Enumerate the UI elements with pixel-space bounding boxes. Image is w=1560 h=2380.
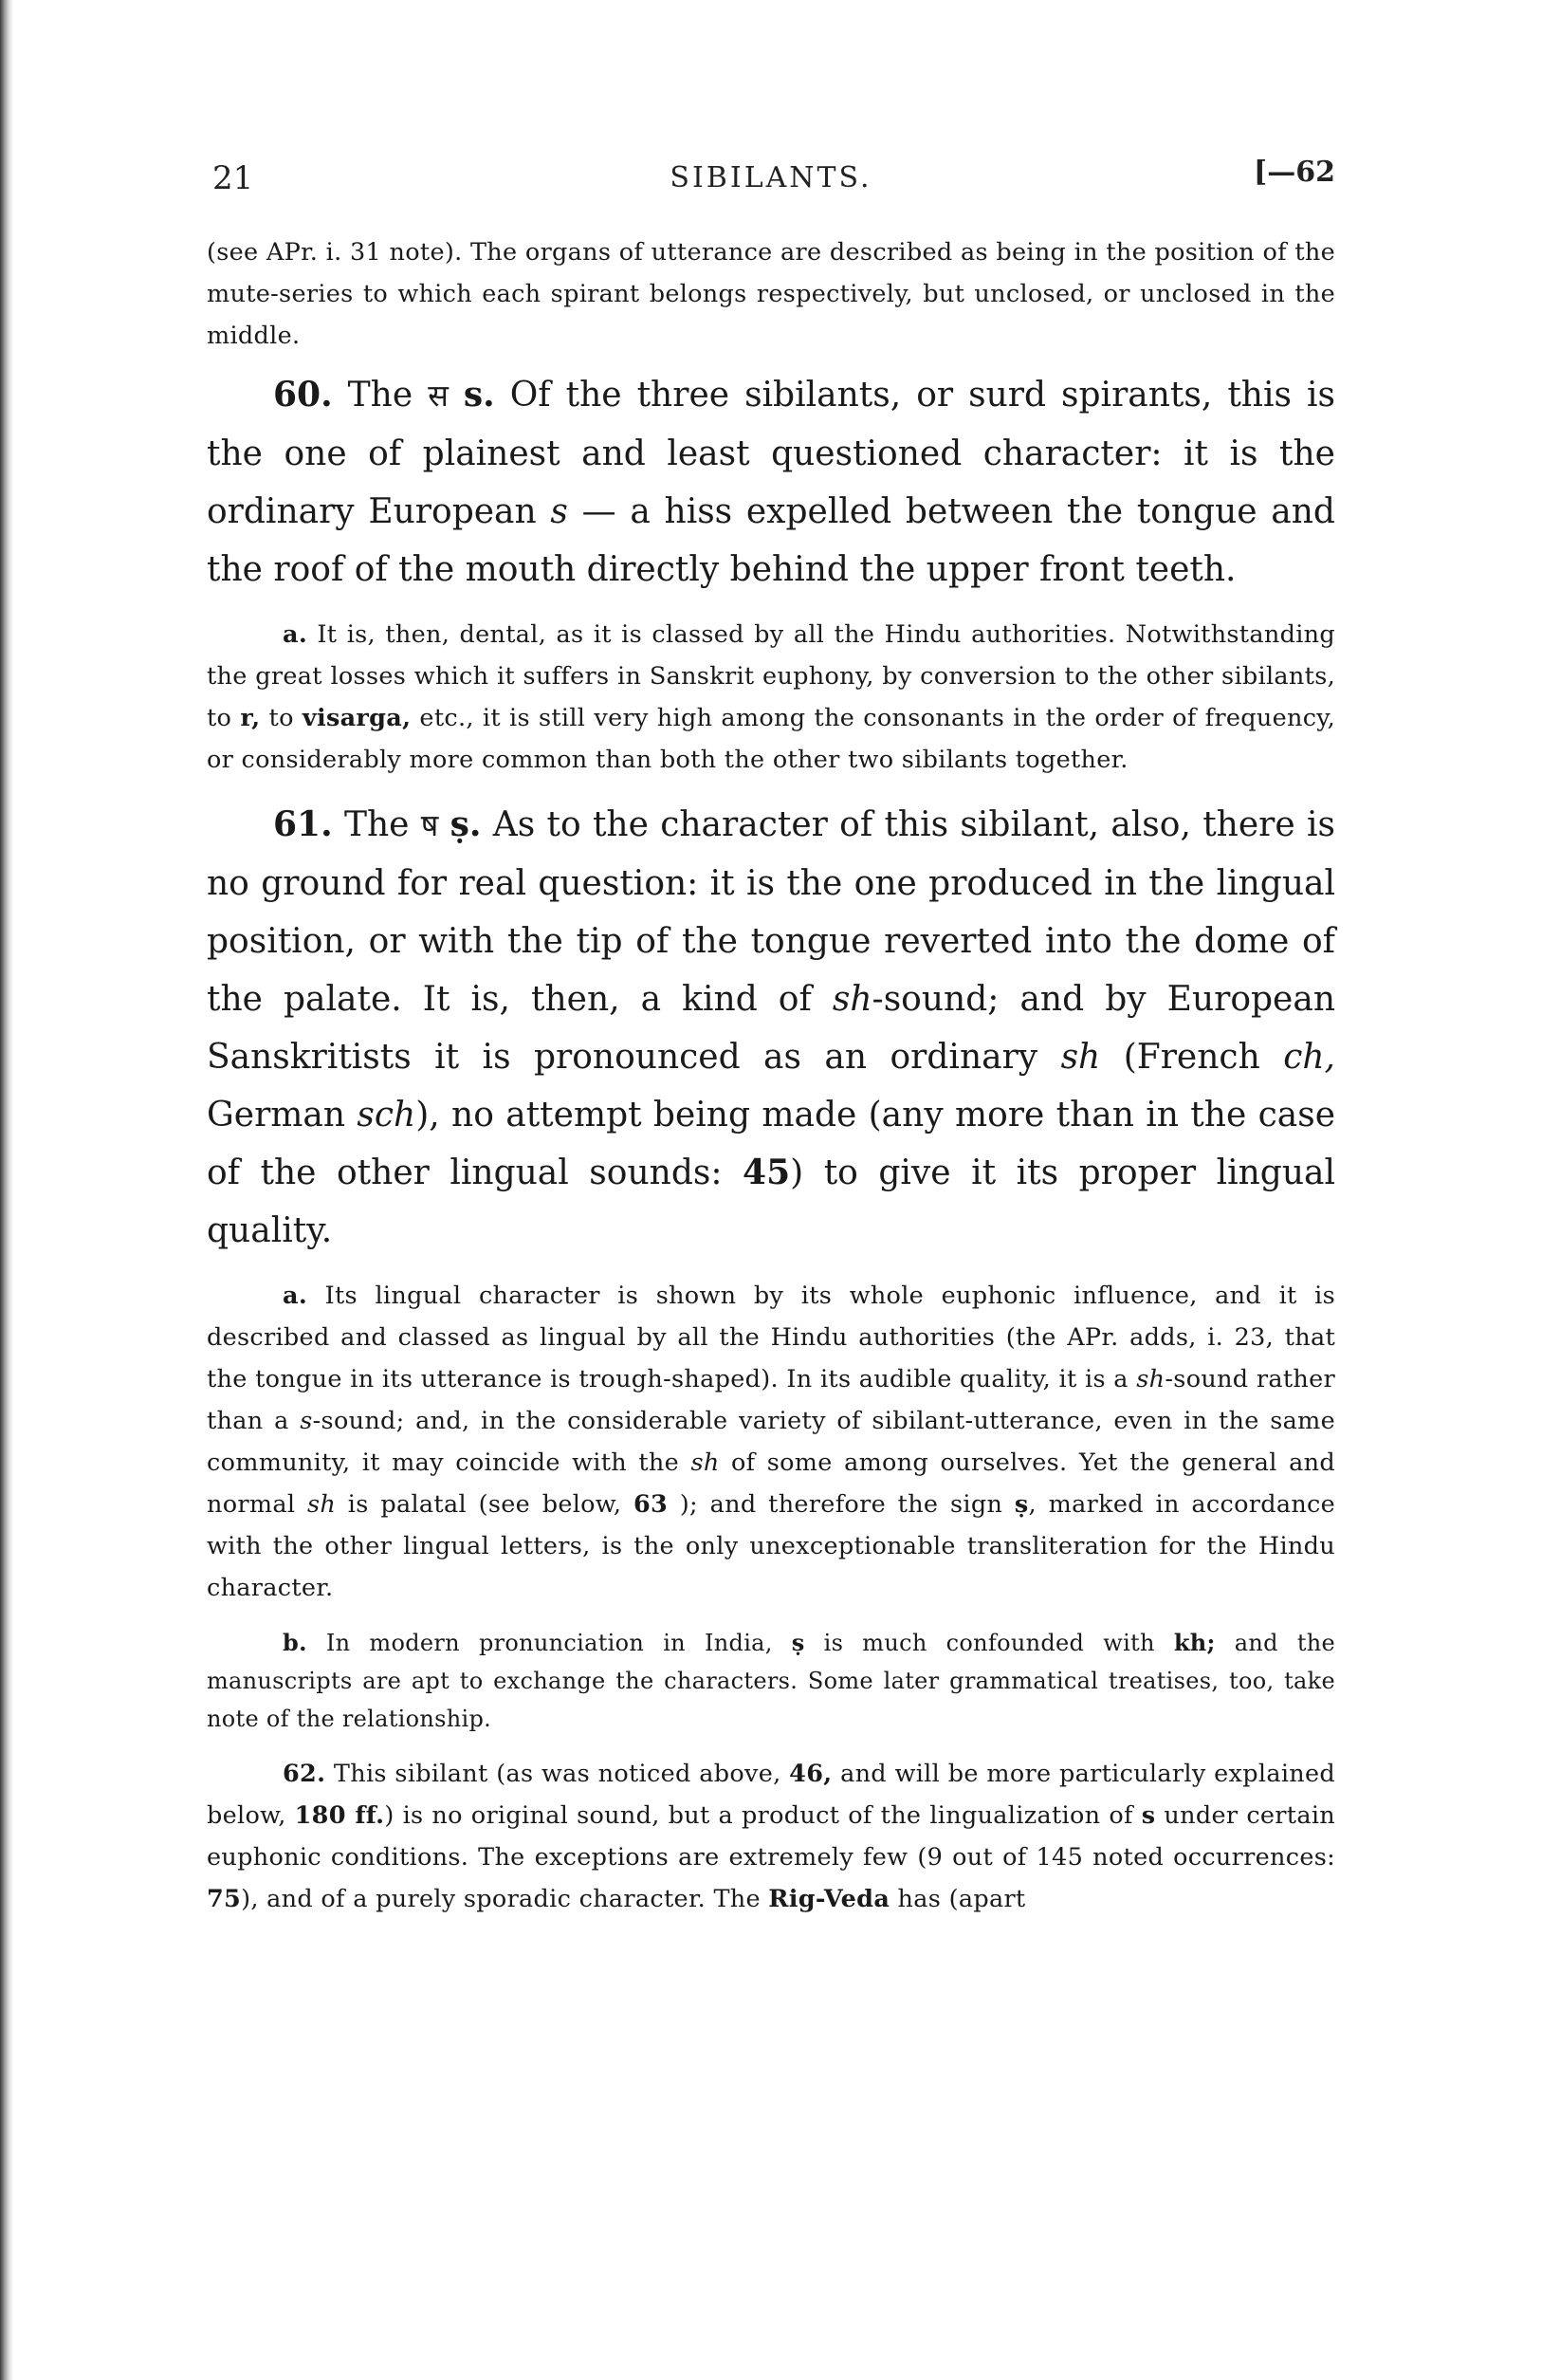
cross-reference: 63 — [633, 1490, 669, 1519]
section-text: -sound; and by European Sanskritists it is pronounced as an ordinary — [207, 980, 1336, 1077]
intro-note: (see APr. i. 31 note). The organs of utterance are described as being in the position of the mute-series to which each spirant belongs respectively, but unclosed, or unclosed in the middle. — [207, 238, 1335, 350]
section-text: and will be more particularly explained below, — [207, 1760, 1336, 1830]
section-text: has (apart — [897, 1885, 1026, 1913]
running-header — [207, 142, 1335, 199]
cross-reference: 180 ff. — [294, 1801, 385, 1830]
bold-term: ṣ — [791, 1629, 805, 1656]
section-text: Of the three sibilants, or surd spirants, this is the one of plainest and least questioned character: it is the ordinary European — [207, 376, 1335, 531]
section-text: ) is no original sound, but a product of the lingualization of — [384, 1801, 1133, 1830]
italic-term: ch, — [1283, 1038, 1335, 1077]
section-range: [—62 — [1254, 156, 1335, 189]
section-text: German — [207, 1096, 346, 1135]
section-text: ), no attempt being made (any more than in the case of the other lingual sounds: — [207, 1096, 1336, 1192]
note-text: -sound rather than a — [207, 1365, 1336, 1435]
cross-reference: 46, — [789, 1760, 833, 1788]
the-word: The — [347, 376, 413, 415]
devanagari-char: स — [428, 378, 449, 414]
section-62 — [207, 1753, 1335, 1920]
book-spine-edge — [0, 0, 13, 2380]
section-text: ), and of a purely sporadic character. The — [241, 1885, 761, 1913]
section-text: (French — [1123, 1038, 1260, 1077]
bold-term: s — [1141, 1801, 1156, 1830]
section-text: This sibilant (as was noticed above, — [333, 1760, 781, 1788]
note-label: a. — [283, 1282, 308, 1310]
section-text: — a hiss expelled between the tongue and the roof of the mouth directly behind the upper front teeth. — [207, 492, 1335, 589]
note-text: , marked in accordance with the other lingual letters, is the only unexceptionable transliteration for the Hindu character. — [207, 1490, 1336, 1602]
devanagari-char: ष — [420, 807, 439, 843]
section-61-note-b — [207, 1624, 1335, 1738]
section-text: under certain euphonic conditions. The exceptions are extremely few (9 out of 145 noted occurrences: — [207, 1801, 1336, 1872]
note-text: ); and therefore the sign — [679, 1490, 1003, 1519]
transliteration: s. — [463, 375, 495, 415]
italic-term: sch — [357, 1096, 416, 1135]
section-number: 62. — [283, 1760, 326, 1788]
section-60-note-a — [207, 614, 1335, 781]
bold-term: visarga, — [302, 704, 412, 732]
cross-reference: 45 — [743, 1153, 791, 1192]
page-number: 21 — [212, 159, 254, 197]
italic-term: s — [300, 1407, 313, 1435]
note-text: -sound; and, in the considerable variety of sibilant-utterance, even in the same community, it may coincide with the — [207, 1407, 1336, 1477]
italic-term: sh — [1060, 1038, 1101, 1077]
running-title: SIBILANTS. — [670, 161, 872, 194]
note-text: to — [268, 704, 294, 732]
note-text: is much confounded with — [823, 1630, 1155, 1656]
section-60 — [207, 366, 1335, 599]
italic-term: sh — [1136, 1365, 1165, 1393]
note-label: b. — [283, 1629, 307, 1656]
section-61 — [207, 796, 1335, 1260]
bold-term: Rig-Veda — [768, 1885, 890, 1913]
bold-term: kh; — [1173, 1629, 1216, 1656]
bold-term: r, — [240, 704, 261, 732]
note-text: Its lingual character is shown by its whole euphonic influence, and it is described and classed as lingual by all the Hindu authorities (the APr. adds, i. 23, that the tongue in its utterance is trough-shaped). In its audible quality, it is a — [207, 1282, 1335, 1393]
italic-term: sh — [690, 1448, 720, 1477]
note-text: and the manuscripts are apt to exchange the characters. Some later grammatical treatises, too, take note of the relationship. — [207, 1630, 1336, 1732]
italic-term: sh — [307, 1490, 337, 1519]
bold-term: ṣ — [1014, 1490, 1029, 1519]
section-61-note-a — [207, 1275, 1335, 1609]
cross-reference: 75 — [207, 1885, 242, 1913]
section-text: ) to give it its proper lingual quality. — [207, 1153, 1335, 1250]
italic-term: s — [550, 492, 568, 531]
note-text: In modern pronunciation in India, — [325, 1630, 773, 1656]
section-number: 60. — [273, 375, 333, 415]
the-word: The — [343, 805, 410, 844]
note-text: is palatal (see below, — [347, 1490, 622, 1519]
transliteration: ṣ. — [450, 804, 482, 844]
note-text: etc., it is still very high among the consonants in the order of frequency, or considerably more common than both the other two sibilants together. — [207, 704, 1336, 774]
italic-term: sh — [832, 980, 872, 1019]
section-number: 61. — [273, 804, 333, 844]
note-text: It is, then, dental, as it is classed by all the Hindu authorities. Notwithstanding the great losses which it suffers in Sanskrit euphony, by conversion to the other sibilants, to — [207, 620, 1336, 732]
section-text: As to the character of this sibilant, also, there is no ground for real question: it is the one produced in the lingual position, or with the tip of the tongue reverted into the dome of the palate. It is, then, a kind of — [207, 805, 1335, 1019]
note-text: of some among ourselves. Yet the general and normal — [207, 1448, 1335, 1519]
note-label: a. — [283, 620, 308, 649]
page — [207, 142, 1335, 1920]
